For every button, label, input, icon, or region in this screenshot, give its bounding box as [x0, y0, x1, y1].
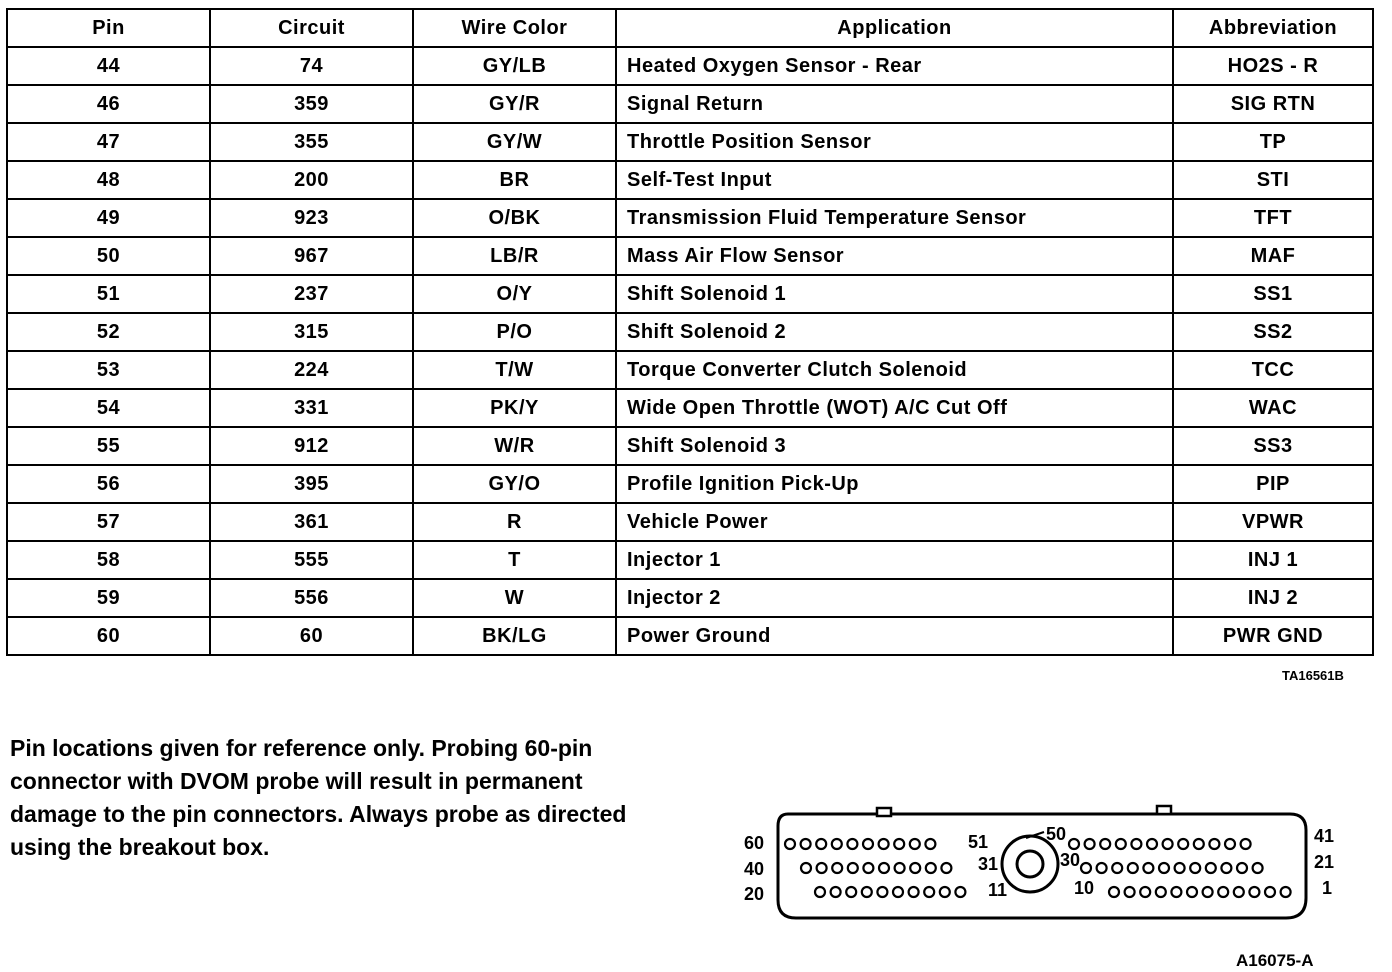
cell-pin: 53	[7, 351, 210, 389]
cell-abbreviation: HO2S - R	[1173, 47, 1373, 85]
connector-pin	[785, 839, 795, 849]
cell-pin: 56	[7, 465, 210, 503]
connector-pin	[1178, 839, 1188, 849]
cell-abbreviation: PWR GND	[1173, 617, 1373, 655]
table-row	[7, 617, 1373, 655]
cell-application: Shift Solenoid 2	[616, 313, 1173, 351]
table-row	[7, 123, 1373, 161]
table-row	[7, 313, 1373, 351]
table-row	[7, 579, 1373, 617]
connector-label-21: 21	[1314, 852, 1335, 872]
connector-pin	[955, 887, 965, 897]
cell-pin: 55	[7, 427, 210, 465]
connector-label-60: 60	[744, 833, 765, 853]
cell-circuit: 331	[210, 389, 413, 427]
connector-pin	[1116, 839, 1126, 849]
cell-wire-color: T	[413, 541, 616, 579]
connector-pin	[1143, 863, 1153, 873]
table-row	[7, 161, 1373, 199]
connector-pin	[1206, 863, 1216, 873]
connector-pin	[846, 887, 856, 897]
connector-pin	[1159, 863, 1169, 873]
cell-wire-color: PK/Y	[413, 389, 616, 427]
cell-circuit: 555	[210, 541, 413, 579]
cell-abbreviation: WAC	[1173, 389, 1373, 427]
connector-pin	[1241, 839, 1251, 849]
cell-pin: 54	[7, 389, 210, 427]
cell-abbreviation: TCC	[1173, 351, 1373, 389]
connector-pin	[1194, 839, 1204, 849]
table-reference-code: TA16561B	[1282, 668, 1344, 683]
connector-pin	[1163, 839, 1173, 849]
connector-pin	[832, 839, 842, 849]
cell-circuit: 361	[210, 503, 413, 541]
cell-application: Injector 2	[616, 579, 1173, 617]
cell-application: Wide Open Throttle (WOT) A/C Cut Off	[616, 389, 1173, 427]
cell-wire-color: W/R	[413, 427, 616, 465]
cell-application: Torque Converter Clutch Solenoid	[616, 351, 1173, 389]
connector-pin	[1097, 863, 1107, 873]
cell-abbreviation: STI	[1173, 161, 1373, 199]
cell-wire-color: GY/W	[413, 123, 616, 161]
connector-pin	[879, 839, 889, 849]
cell-application: Shift Solenoid 3	[616, 427, 1173, 465]
connector-pin	[910, 839, 920, 849]
cell-wire-color: O/Y	[413, 275, 616, 313]
connector-label-10: 10	[1074, 878, 1095, 898]
table-row	[7, 389, 1373, 427]
connector-center-boss-outer	[1002, 836, 1058, 892]
table-row	[7, 85, 1373, 123]
cell-circuit: 224	[210, 351, 413, 389]
cell-circuit: 74	[210, 47, 413, 85]
connector-pin	[877, 887, 887, 897]
cell-pin: 52	[7, 313, 210, 351]
connector-label-20: 20	[744, 884, 765, 904]
connector-pin	[1225, 839, 1235, 849]
cell-wire-color: GY/LB	[413, 47, 616, 85]
connector-diagram	[730, 800, 1350, 930]
connector-pin	[926, 863, 936, 873]
connector-pin	[801, 839, 811, 849]
probing-note: Pin locations given for reference only. Probing 60-pin connector with DVOM probe will result in permanent damage to the pin connectors. Always probe as directed using the breakout box.	[10, 735, 627, 860]
connector-pin	[832, 863, 842, 873]
connector-label-30: 30	[1060, 850, 1081, 870]
connector-pin	[831, 887, 841, 897]
cell-pin: 50	[7, 237, 210, 275]
cell-circuit: 923	[210, 199, 413, 237]
cell-application: Self-Test Input	[616, 161, 1173, 199]
connector-pin	[1100, 839, 1110, 849]
cell-wire-color: W	[413, 579, 616, 617]
cell-application: Power Ground	[616, 617, 1173, 655]
table-row	[7, 275, 1373, 313]
connector-center-boss-inner	[1017, 851, 1043, 877]
cell-wire-color: R	[413, 503, 616, 541]
connector-pin	[1131, 839, 1141, 849]
connector-pin	[1171, 887, 1181, 897]
header-abbreviation: Abbreviation	[1173, 9, 1373, 47]
header-pin: Pin	[7, 9, 210, 47]
connector-pin	[1085, 839, 1095, 849]
cell-abbreviation: VPWR	[1173, 503, 1373, 541]
cell-circuit: 912	[210, 427, 413, 465]
cell-abbreviation: SS2	[1173, 313, 1373, 351]
cell-wire-color: BK/LG	[413, 617, 616, 655]
cell-circuit: 315	[210, 313, 413, 351]
pinout-table	[6, 8, 1374, 656]
cell-abbreviation: PIP	[1173, 465, 1373, 503]
cell-abbreviation: INJ 2	[1173, 579, 1373, 617]
connector-pin	[801, 863, 811, 873]
cell-pin: 57	[7, 503, 210, 541]
connector-pin	[941, 863, 951, 873]
cell-abbreviation: MAF	[1173, 237, 1373, 275]
connector-pin	[1147, 839, 1157, 849]
cell-pin: 47	[7, 123, 210, 161]
cell-wire-color: LB/R	[413, 237, 616, 275]
cell-wire-color: BR	[413, 161, 616, 199]
connector-pin	[847, 839, 857, 849]
connector-pin	[817, 863, 827, 873]
connector-pin	[1237, 863, 1247, 873]
cell-application: Vehicle Power	[616, 503, 1173, 541]
cell-application: Throttle Position Sensor	[616, 123, 1173, 161]
connector-label-50: 50	[1046, 824, 1067, 844]
table-row	[7, 427, 1373, 465]
cell-abbreviation: TFT	[1173, 199, 1373, 237]
table-row	[7, 465, 1373, 503]
connector-key-right	[1157, 806, 1171, 814]
cell-abbreviation: SIG RTN	[1173, 85, 1373, 123]
cell-wire-color: T/W	[413, 351, 616, 389]
cell-application: Injector 1	[616, 541, 1173, 579]
cell-application: Transmission Fluid Temperature Sensor	[616, 199, 1173, 237]
cell-circuit: 395	[210, 465, 413, 503]
connector-pin	[863, 863, 873, 873]
connector-label-1: 1	[1322, 878, 1333, 898]
connector-pin	[1175, 863, 1185, 873]
connector-pin	[1190, 863, 1200, 873]
connector-pin	[925, 839, 935, 849]
cell-abbreviation: INJ 1	[1173, 541, 1373, 579]
connector-pin	[1112, 863, 1122, 873]
cell-circuit: 200	[210, 161, 413, 199]
connector-pin	[1125, 887, 1135, 897]
connector-pin	[1265, 887, 1275, 897]
connector-label-11: 11	[988, 880, 1008, 900]
connector-pin	[1253, 863, 1263, 873]
connector-pin	[924, 887, 934, 897]
cell-wire-color: GY/R	[413, 85, 616, 123]
cell-application: Mass Air Flow Sensor	[616, 237, 1173, 275]
cell-application: Heated Oxygen Sensor - Rear	[616, 47, 1173, 85]
cell-application: Signal Return	[616, 85, 1173, 123]
connector-label-40: 40	[744, 859, 765, 879]
connector-pin	[910, 863, 920, 873]
connector-pin	[1218, 887, 1228, 897]
cell-circuit: 556	[210, 579, 413, 617]
cell-wire-color: GY/O	[413, 465, 616, 503]
figure-reference-code: A16075-A	[1236, 951, 1314, 970]
connector-pin	[848, 863, 858, 873]
cell-abbreviation: TP	[1173, 123, 1373, 161]
cell-abbreviation: SS3	[1173, 427, 1373, 465]
connector-pin	[1128, 863, 1138, 873]
connector-pin	[863, 839, 873, 849]
header-wire-color: Wire Color	[413, 9, 616, 47]
connector-pin	[1221, 863, 1231, 873]
connector-pin	[909, 887, 919, 897]
connector-pin	[862, 887, 872, 897]
table-row	[7, 199, 1373, 237]
connector-pin	[895, 863, 905, 873]
cell-circuit: 237	[210, 275, 413, 313]
connector-pin	[1156, 887, 1166, 897]
cell-application: Shift Solenoid 1	[616, 275, 1173, 313]
cell-pin: 58	[7, 541, 210, 579]
connector-pin	[815, 887, 825, 897]
connector-label-31: 31	[978, 854, 999, 874]
cell-pin: 46	[7, 85, 210, 123]
cell-wire-color: O/BK	[413, 199, 616, 237]
connector-pin	[1187, 887, 1197, 897]
connector-pin	[1249, 887, 1259, 897]
cell-circuit: 967	[210, 237, 413, 275]
connector-pin	[1234, 887, 1244, 897]
table-row	[7, 47, 1373, 85]
cell-application: Profile Ignition Pick-Up	[616, 465, 1173, 503]
cell-circuit: 359	[210, 85, 413, 123]
connector-pin	[879, 863, 889, 873]
connector-pin	[1109, 887, 1119, 897]
cell-pin: 51	[7, 275, 210, 313]
connector-key-left	[877, 808, 891, 816]
connector-label-41: 41	[1314, 826, 1335, 846]
connector-pin	[1281, 887, 1291, 897]
table-row	[7, 503, 1373, 541]
connector-pin	[816, 839, 826, 849]
table-header-row	[7, 9, 1373, 47]
header-application: Application	[616, 9, 1173, 47]
table-row	[7, 237, 1373, 275]
cell-pin: 60	[7, 617, 210, 655]
cell-pin: 59	[7, 579, 210, 617]
connector-pin	[893, 887, 903, 897]
connector-pin	[1140, 887, 1150, 897]
cell-wire-color: P/O	[413, 313, 616, 351]
table-row	[7, 351, 1373, 389]
table-row	[7, 541, 1373, 579]
connector-pin	[1081, 863, 1091, 873]
connector-pin	[894, 839, 904, 849]
connector-pin	[940, 887, 950, 897]
cell-circuit: 60	[210, 617, 413, 655]
cell-circuit: 355	[210, 123, 413, 161]
cell-abbreviation: SS1	[1173, 275, 1373, 313]
cell-pin: 44	[7, 47, 210, 85]
connector-pin	[1203, 887, 1213, 897]
connector-label-51: 51	[968, 832, 989, 852]
cell-pin: 48	[7, 161, 210, 199]
connector-pin	[1209, 839, 1219, 849]
header-circuit: Circuit	[210, 9, 413, 47]
connector-pin	[1069, 839, 1079, 849]
cell-pin: 49	[7, 199, 210, 237]
